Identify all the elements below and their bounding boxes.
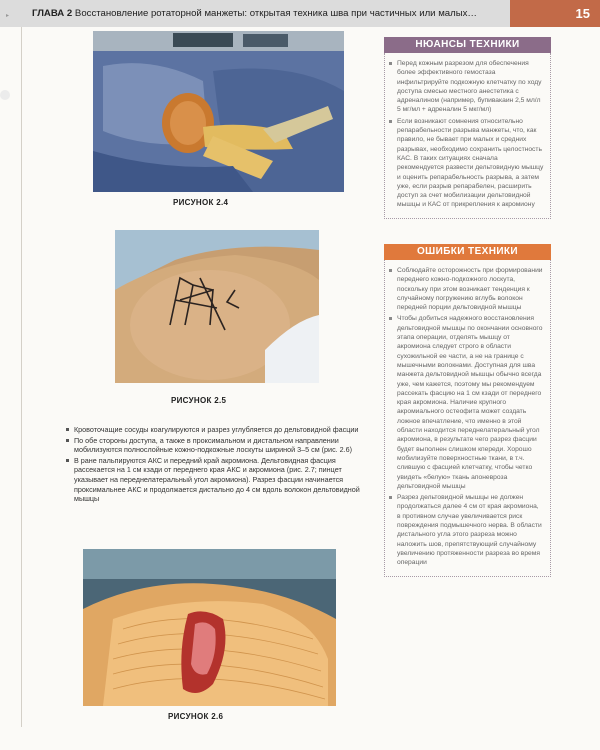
figure-2-5-caption: РИСУНОК 2.5	[171, 396, 227, 405]
crop-mark: ▸	[6, 13, 10, 19]
error-item: Соблюдайте осторожность при формировании переднего кожно-подкожного лоскута, поскольку при этом возникает тенденция к случайному погружению вглубь волокон передней порции дельтовидной мышцы	[397, 267, 543, 312]
figure-2-6-caption: РИСУНОК 2.6	[168, 712, 224, 721]
nuances-heading: НЮАНСЫ ТЕХНИКИ	[384, 37, 551, 53]
chapter-title	[32, 8, 502, 19]
body-bullet: Кровоточащие сосуды коагулируются и разрез углубляется до дельтовидной фасции	[66, 425, 368, 435]
chapter-heading: Восстановление ротаторной манжеты: открытая техника шва при частичных или малых…	[74, 8, 478, 19]
nuance-item: Если возникают сомнения относительно репарабельности разрыва манжеты, что, как правило, не бывает при малых и средних разрывах, необходимо сохранить целостность КАС. В таких ситуациях сначала рекомендуется развести дельтовидную мышцу и оценить репарабельность разрыва, а затем уже, если разрыв репарабелен, расширить доступ за счет мобилизации дельтовидной мышцы и КАС от прикрепления к акромиону	[397, 117, 544, 209]
errors-body	[384, 260, 551, 577]
errors-heading: ОШИБКИ ТЕХНИКИ	[384, 244, 551, 260]
chapter-label: ГЛАВА 2	[32, 8, 73, 19]
page-number: 15	[575, 6, 590, 21]
nuances-body	[384, 53, 551, 219]
body-text	[66, 425, 368, 505]
figure-2-5-photo	[115, 230, 319, 383]
page-number-tab	[510, 0, 600, 27]
margin-line	[21, 27, 22, 727]
binding-hole	[0, 90, 10, 100]
errors-box	[384, 244, 551, 577]
figure-2-4-caption: РИСУНОК 2.4	[173, 198, 229, 207]
nuance-item: Перед кожным разрезом для обеспечения более эффективного гемостаза инфильтрируйте подкожную клетчатку по ходу доступа смесью местного анестетика с адреналином (например, бупивакаин 2,5 мл/л 5 мг/мл + адреналин 5 мкг/мл)	[397, 59, 544, 115]
error-item: Разрез дельтовидной мышцы не должен продолжаться далее 4 см от края акромиона, в противном случае увеличивается риск повреждения подмышечного нерва. В области дистального угла этого разреза можно наложить шов, препятствующий случайному увеличению протяженности разреза во время операции	[397, 493, 544, 567]
body-bullet: По обе стороны доступа, а также в проксимальном и дистальном направлении мобилизуются полнослойные кожно-подкожные лоскуты шириной 3–5 см (рис. 2.6)	[66, 436, 368, 455]
error-item: Чтобы добиться надежного восстановления дельтовидной мышцы по окончании основного этапа операции, отделять мышцу от акромиона следует строго в области сухожильной ее части, а не на границе с мышечными волокнами. Доступная для шва манжета дельтовидной мышцы обычно всегда уже, чем кажется, поэтому мы рекомендуем рассекать фасцию на 1 см кзади от переднего края акромиона. Наличие крупного акромиального остеофита может создать ложное впечатление, что именно в этой области находится переднелатеральный угол акромиона, в результате чего разрез фасции будет выполнен слишком кпереди. Хорошо мобилизуйте поверхностные ткани, в т.ч. слившую с фасцией клетчатку, чтобы четко увидеть «белую» ткань апоневроза дельтовидной мышцы	[397, 315, 543, 490]
figure-2-4-photo	[93, 31, 344, 192]
body-bullet: В ране пальпируются АКС и передний край акромиона. Дельтовидная фасция рассекается на 1 см кзади от переднего края АКС и акромиона (рис. 2.7; пинцет указывает на переднелатеральный угол акромиона). Разрез фасции начинается проксимальнее АКС и продолжается дистально до 4 см вдоль волокон дельтовидной мышцы	[66, 456, 368, 504]
figure-2-6-photo	[83, 549, 336, 706]
nuances-box	[384, 37, 551, 219]
